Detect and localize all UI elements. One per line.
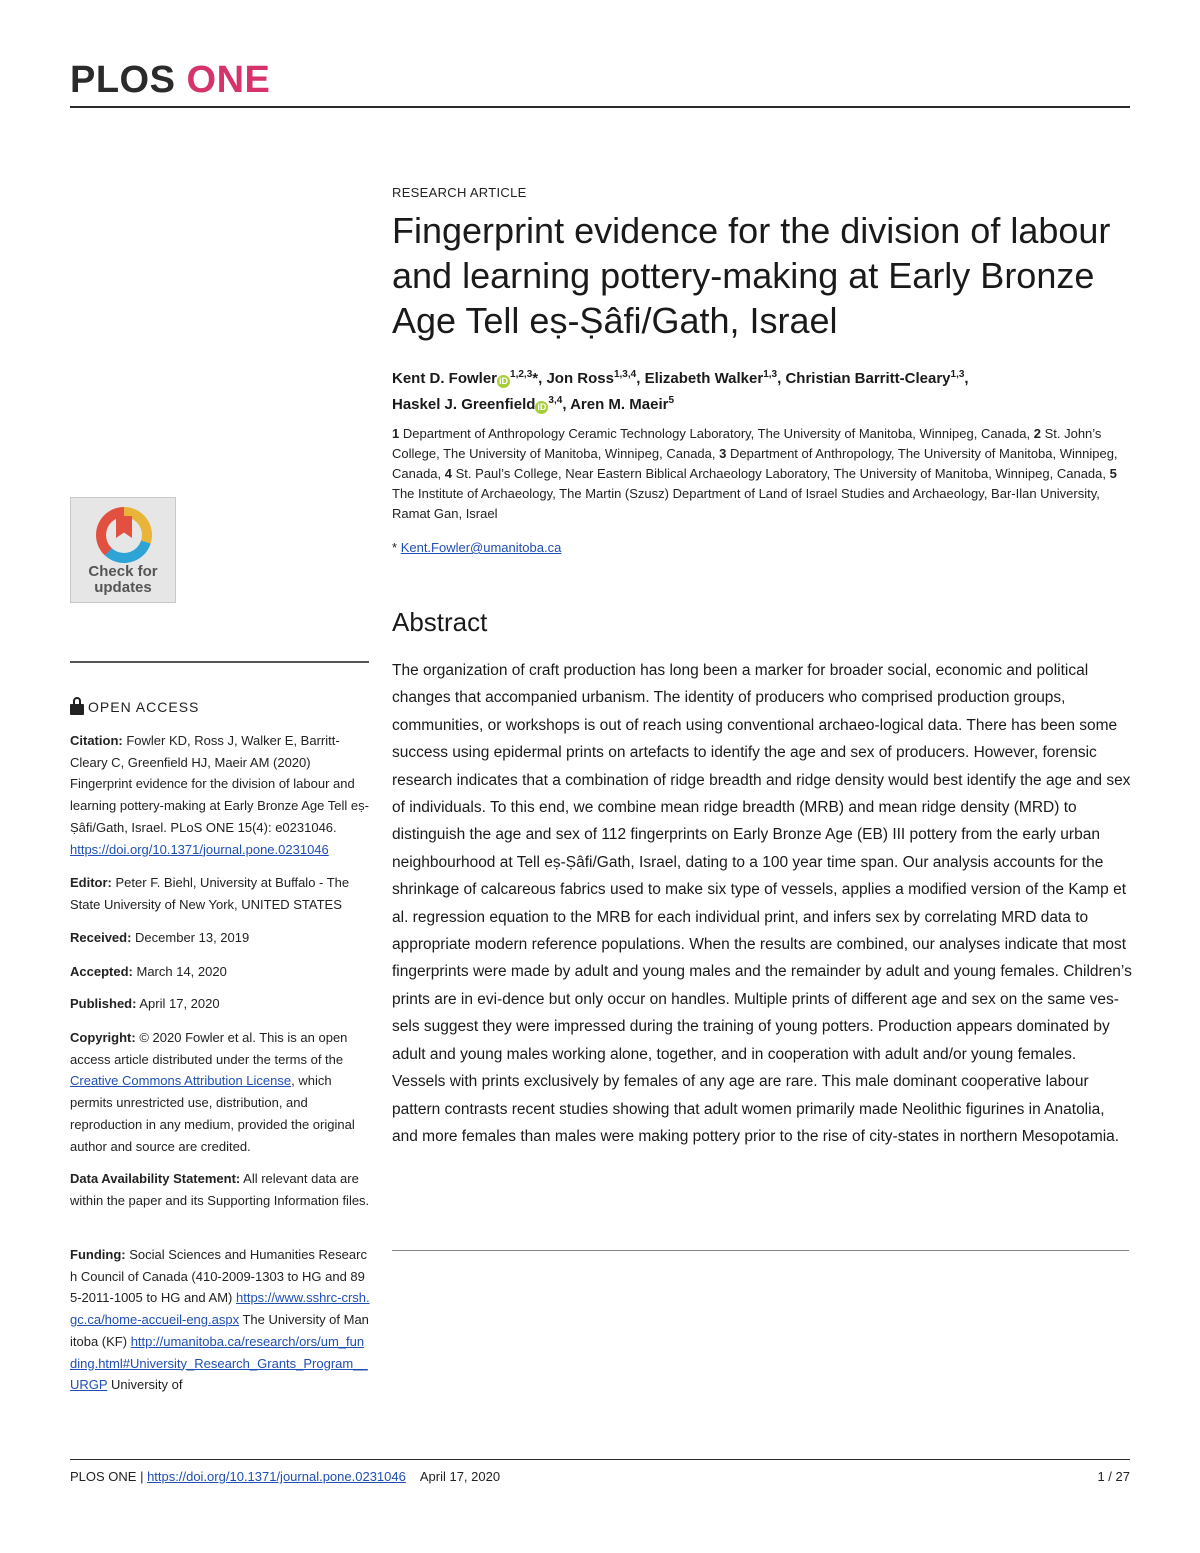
copyright-block bbox=[70, 1027, 370, 1157]
author-list bbox=[392, 364, 1132, 416]
affiliation-item bbox=[445, 466, 1110, 481]
author-separator: , bbox=[964, 370, 969, 387]
logo-plos: PLOS bbox=[70, 59, 176, 101]
author-affiliation-marker: 1,3,4 bbox=[613, 369, 637, 380]
affiliation-text: St. John’s College, The University of Manitoba, Winnipeg, Canada, bbox=[392, 426, 1102, 461]
footer-citation bbox=[70, 1469, 500, 1484]
citation-block bbox=[70, 730, 370, 860]
copyright-label: Copyright: bbox=[70, 1030, 136, 1045]
corresponding-author bbox=[392, 540, 561, 555]
footer-divider bbox=[70, 1459, 1130, 1460]
sidebar-divider bbox=[70, 661, 369, 663]
page-number: 1 / 27 bbox=[1097, 1469, 1130, 1484]
funding-block bbox=[70, 1244, 370, 1396]
crossmark-icon bbox=[96, 507, 152, 563]
corresponding-marker: * bbox=[532, 370, 539, 387]
funding-label: Funding: bbox=[70, 1247, 126, 1262]
footer-journal: PLOS ONE | bbox=[70, 1469, 148, 1484]
orcid-icon[interactable]: iD bbox=[537, 402, 547, 412]
affiliation-text: The Institute of Archaeology, The Martin (Szusz) Department of Land of Israel Studies and Archaeology, Bar-Ilan University, Ramat Gan, Israel bbox=[392, 486, 1100, 521]
article-type: RESEARCH ARTICLE bbox=[392, 185, 527, 200]
editor-block bbox=[70, 872, 370, 915]
badge-line-2: updates bbox=[94, 579, 152, 596]
article-title: Fingerprint evidence for the division of labour and learning pottery-making at Early Bronze Age Tell eṣ-Ṣâfi/Gath, Israel bbox=[392, 210, 1111, 341]
abstract-divider bbox=[392, 1250, 1129, 1251]
citation-doi-link[interactable]: https://doi.org/10.1371/journal.pone.0231046 bbox=[70, 841, 329, 857]
journal-logo bbox=[70, 58, 270, 102]
logo-one: ONE bbox=[186, 59, 271, 101]
copyright-text-end: , which permits unrestricted use, distribution, and reproduction in any medium, provided the original author and source are credited. bbox=[70, 1073, 355, 1154]
abstract-heading: Abstract bbox=[392, 607, 488, 637]
accepted-date: March 14, 2020 bbox=[136, 964, 227, 979]
header-divider bbox=[70, 106, 1130, 108]
check-for-updates-button[interactable] bbox=[70, 497, 176, 603]
affiliation-text: Department of Anthropology, The University of Manitoba, Winnipeg, Canada, bbox=[392, 446, 1118, 481]
citation-text: Fowler KD, Ross J, Walker E, Barritt-Cleary C, Greenfield HJ, Maeir AM (2020) Fingerprint evidence for the division of labour and learning pottery-making at Early Bronze Age Tell eṣ-Ṣâfi/Gath, Israel. PLoS ONE 15(4): e0231046. bbox=[70, 733, 369, 835]
affiliation-number: 1 bbox=[392, 426, 400, 441]
author-name: Christian Barritt-Cleary bbox=[785, 370, 951, 387]
accepted-label: Accepted: bbox=[70, 964, 133, 979]
open-access-text: OPEN ACCESS bbox=[88, 699, 200, 715]
author-name: Kent D. Fowler bbox=[392, 370, 498, 387]
affiliation-item bbox=[392, 426, 1034, 441]
author-separator: , bbox=[777, 370, 786, 387]
published-date: April 17, 2020 bbox=[139, 996, 220, 1011]
author-separator: , bbox=[562, 396, 571, 413]
citation-label: Citation: bbox=[70, 733, 123, 748]
author-affiliation-marker: 3,4 bbox=[548, 395, 563, 406]
affiliation-number: 4 bbox=[444, 466, 453, 481]
author-name: Haskel J. Greenfield bbox=[392, 396, 536, 413]
affiliation-list bbox=[392, 424, 1132, 524]
corresponding-star: * bbox=[392, 540, 398, 555]
umanitoba-link[interactable]: http://umanitoba.ca/research/ors/um_funding.html#University_Research_Grants_Program__URGP bbox=[70, 1333, 368, 1393]
published-block bbox=[70, 993, 370, 1015]
received-date: December 13, 2019 bbox=[135, 930, 250, 945]
author-affiliation-marker: 1,2,3 bbox=[510, 369, 533, 380]
orcid-icon[interactable]: iD bbox=[499, 376, 509, 386]
accepted-block bbox=[70, 961, 370, 983]
author-name: Jon Ross bbox=[546, 370, 614, 387]
affiliation-number: 5 bbox=[1109, 466, 1117, 481]
open-lock-icon bbox=[70, 697, 84, 715]
received-block bbox=[70, 927, 370, 949]
received-label: Received: bbox=[70, 930, 132, 945]
badge-label bbox=[71, 564, 175, 596]
badge-line-1: Check for bbox=[88, 563, 158, 580]
affiliation-text: St. Paul’s College, Near Eastern Biblical Archaeology Laboratory, The University of Manitoba, Winnipeg, Canada, bbox=[455, 466, 1106, 481]
author-name: Aren M. Maeir bbox=[570, 396, 669, 413]
editor-text: Peter F. Biehl, University at Buffalo - The State University of New York, UNITED STATES bbox=[70, 875, 350, 912]
corresponding-email-link[interactable]: Kent.Fowler@umanitoba.ca bbox=[400, 540, 562, 555]
data-availability-label: Data Availability Statement: bbox=[70, 1171, 241, 1186]
editor-label: Editor: bbox=[70, 875, 112, 890]
author-separator: , bbox=[538, 370, 547, 387]
funding-text-2: The University of Manitoba (KF) bbox=[70, 1312, 369, 1349]
abstract-text: The organization of craft production has long been a marker for broader social, economic and political changes that accompanied urbanism. The identity of producers who comprised production groups, communities, or workshops is out of reach using conventional archaeo-logical data. There has been some success using epidermal prints on artefacts to identify the age and sex of producers. However, forensic research indicates that a combination of ridge breadth and ridge density would best identify the age and sex of individuals. To this end, we combine mean ridge breadth (MRB) and mean ridge density (MRD) to distinguish the age and sex of 112 fingerprints on Early Bronze Age (EB) III pottery from the early urban neighbourhood at Tell eṣ-Ṣâfi/Gath, Israel, dating to a 100 year time span. Our analysis accounts for the shrinkage of calcareous fabrics used to make six type of vessels, applies a modified version of the Kamp et al. regression equation to the MRB for each individual print, and infers sex by correlating MRD data to appropriate modern reference populations. When the results are combined, our analyses indicate that most fingerprints were made by adult and young males and the remainder by adult and young females. Children’s prints are in evi-dence but only occur on handles. Multiple prints of different age and sex on the same ves-sels suggest they were impressed during the training of young potters. Production appears dominated by adult and young males working alone, together, and in cooperation with adult and/or young females. Vessels with prints exclusively by females of any age are rare. This male dominant cooperative labour pattern contrasts recent studies showing that adult women primarily made Neolithic figurines in Anatolia, and more females than males were making pottery prior to the rise of city-states in northern Mesopotamia. bbox=[392, 662, 1132, 1145]
license-link[interactable]: Creative Commons Attribution License bbox=[70, 1073, 292, 1089]
author-separator: , bbox=[636, 370, 645, 387]
sshrc-link[interactable]: https://www.sshrc-crsh.gc.ca/home-accueil-eng.aspx bbox=[70, 1290, 370, 1328]
author-affiliation-marker: 1,3 bbox=[950, 369, 965, 380]
open-access-label bbox=[70, 697, 199, 715]
affiliation-number: 3 bbox=[719, 446, 727, 461]
footer-doi-link[interactable]: https://doi.org/10.1371/journal.pone.0231046 bbox=[147, 1469, 406, 1484]
author-affiliation-marker: 1,3 bbox=[763, 369, 778, 380]
author-affiliation-marker: 5 bbox=[668, 395, 675, 406]
funding-text-3: University of bbox=[110, 1377, 183, 1393]
footer-date: April 17, 2020 bbox=[419, 1469, 501, 1484]
copyright-text: © 2020 Fowler et al. This is an open access article distributed under the terms of the bbox=[70, 1030, 348, 1067]
published-label: Published: bbox=[70, 996, 137, 1011]
author-name: Elizabeth Walker bbox=[644, 370, 764, 387]
affiliation-text: Department of Anthropology Ceramic Technology Laboratory, The University of Manitoba, Winnipeg, Canada, bbox=[402, 426, 1031, 441]
data-availability-text: All relevant data are within the paper and its Supporting Information files. bbox=[70, 1171, 370, 1208]
affiliation-number: 2 bbox=[1033, 426, 1041, 441]
data-availability-block bbox=[70, 1168, 370, 1211]
funding-text: Social Sciences and Humanities Research Council of Canada (410-2009-1303 to HG and 895-2011-1005 to HG and AM) bbox=[70, 1247, 367, 1306]
